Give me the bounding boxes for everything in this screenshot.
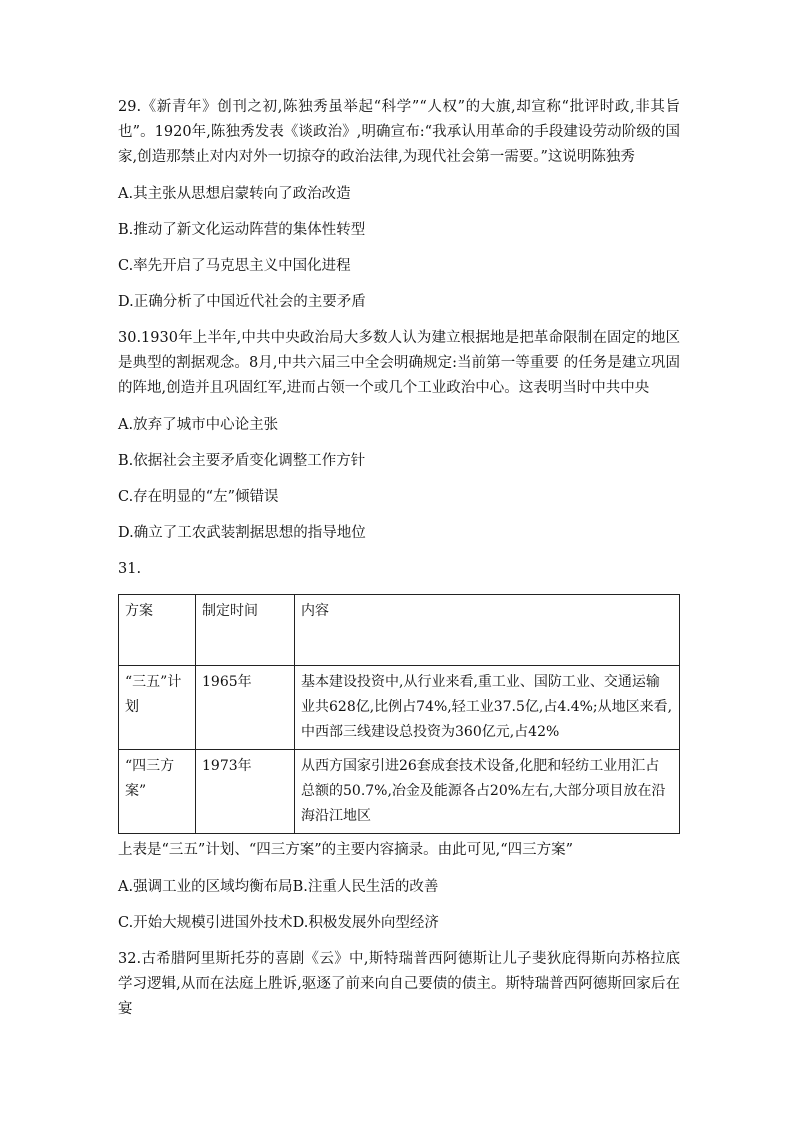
table-row	[119, 750, 680, 834]
question-32-stem: 32.古希腊阿里斯托芬的喜剧《云》中,斯特瑞普西阿德斯让儿子斐狄庇得斯向苏格拉底学习逻辑,从而在法庭上胜诉,驱逐了前来向自己要债的债主。斯特瑞普西阿德斯回家后在宴	[118, 951, 680, 1017]
cell-content: 基本建设投资中,从行业来看,重工业、国防工业、交通运输业共628亿,比例占74%,轻工业37.5亿,占4.4%;从地区来看,中西部三线建设总投资为360亿元,占42%	[295, 666, 680, 750]
question-30-option-b: B.依据社会主要矛盾变化调整工作方针	[118, 453, 366, 469]
question-29-option-b: B.推动了新文化运动阵营的集体性转型	[118, 222, 366, 238]
question-29-option-a: A.其主张从思想启蒙转向了政治改造	[118, 186, 351, 202]
cell-date: 1965年	[196, 666, 295, 750]
question-31-options-cd: C.开始大规模引进国外技术D.积极发展外向型经济	[118, 915, 439, 931]
question-29-option-d: D.正确分析了中国近代社会的主要矛盾	[118, 294, 366, 310]
question-31-options-ab: A.强调工业的区域均衡布局B.注重人民生活的改善	[118, 879, 439, 895]
cell-plan: “四三方案”	[119, 750, 196, 834]
question-29-stem: 29.《新青年》创刊之初,陈独秀虽举起“科学”“人权”的大旗,却宣称“批评时政,非其旨也”。1920年,陈独秀发表《谈政治》,明确宣布:“我承认用革命的手段建设劳动阶级的国家,创造那禁止对内对外一切掠夺的政治法律,为现代社会第一需要。”这说明陈独秀	[118, 99, 680, 165]
exam-page	[118, 95, 680, 1034]
question-30-option-c: C.存在明显的“左”倾错误	[118, 489, 279, 505]
header-date: 制定时间	[196, 595, 295, 666]
cell-plan: “三五”计划	[119, 666, 196, 750]
table-row	[119, 666, 680, 750]
cell-date: 1973年	[196, 750, 295, 834]
table-header-row	[119, 595, 680, 666]
header-plan: 方案	[119, 595, 196, 666]
question-31-stem: 上表是“三五”计划、“四三方案”的主要内容摘录。由此可见,“四三方案”	[118, 842, 574, 858]
question-29-option-c: C.率先开启了马克思主义中国化进程	[118, 258, 351, 274]
header-content: 内容	[295, 595, 680, 666]
question-30-option-a: A.放弃了城市中心论主张	[118, 417, 279, 433]
cell-content: 从西方国家引进26套成套技术设备,化肥和轻纺工业用汇占总额的50.7%,冶金及能源各占20%左右,大部分项目放在沿海沿江地区	[295, 750, 680, 834]
plan-comparison-table	[118, 594, 680, 834]
question-30-stem: 30.1930年上半年,中共中央政治局大多数人认为建立根据地是把革命限制在固定的地区是典型的割据观念。8月,中共六届三中全会明确规定:当前第一等重要 的任务是建立巩固的阵地,创造并且巩固红军,进而占领一个或几个工业政治中心。这表明当时中共中央	[118, 330, 680, 396]
question-31-number: 31.	[118, 561, 142, 577]
question-30-option-d: D.确立了工农武装割据思想的指导地位	[118, 525, 366, 541]
